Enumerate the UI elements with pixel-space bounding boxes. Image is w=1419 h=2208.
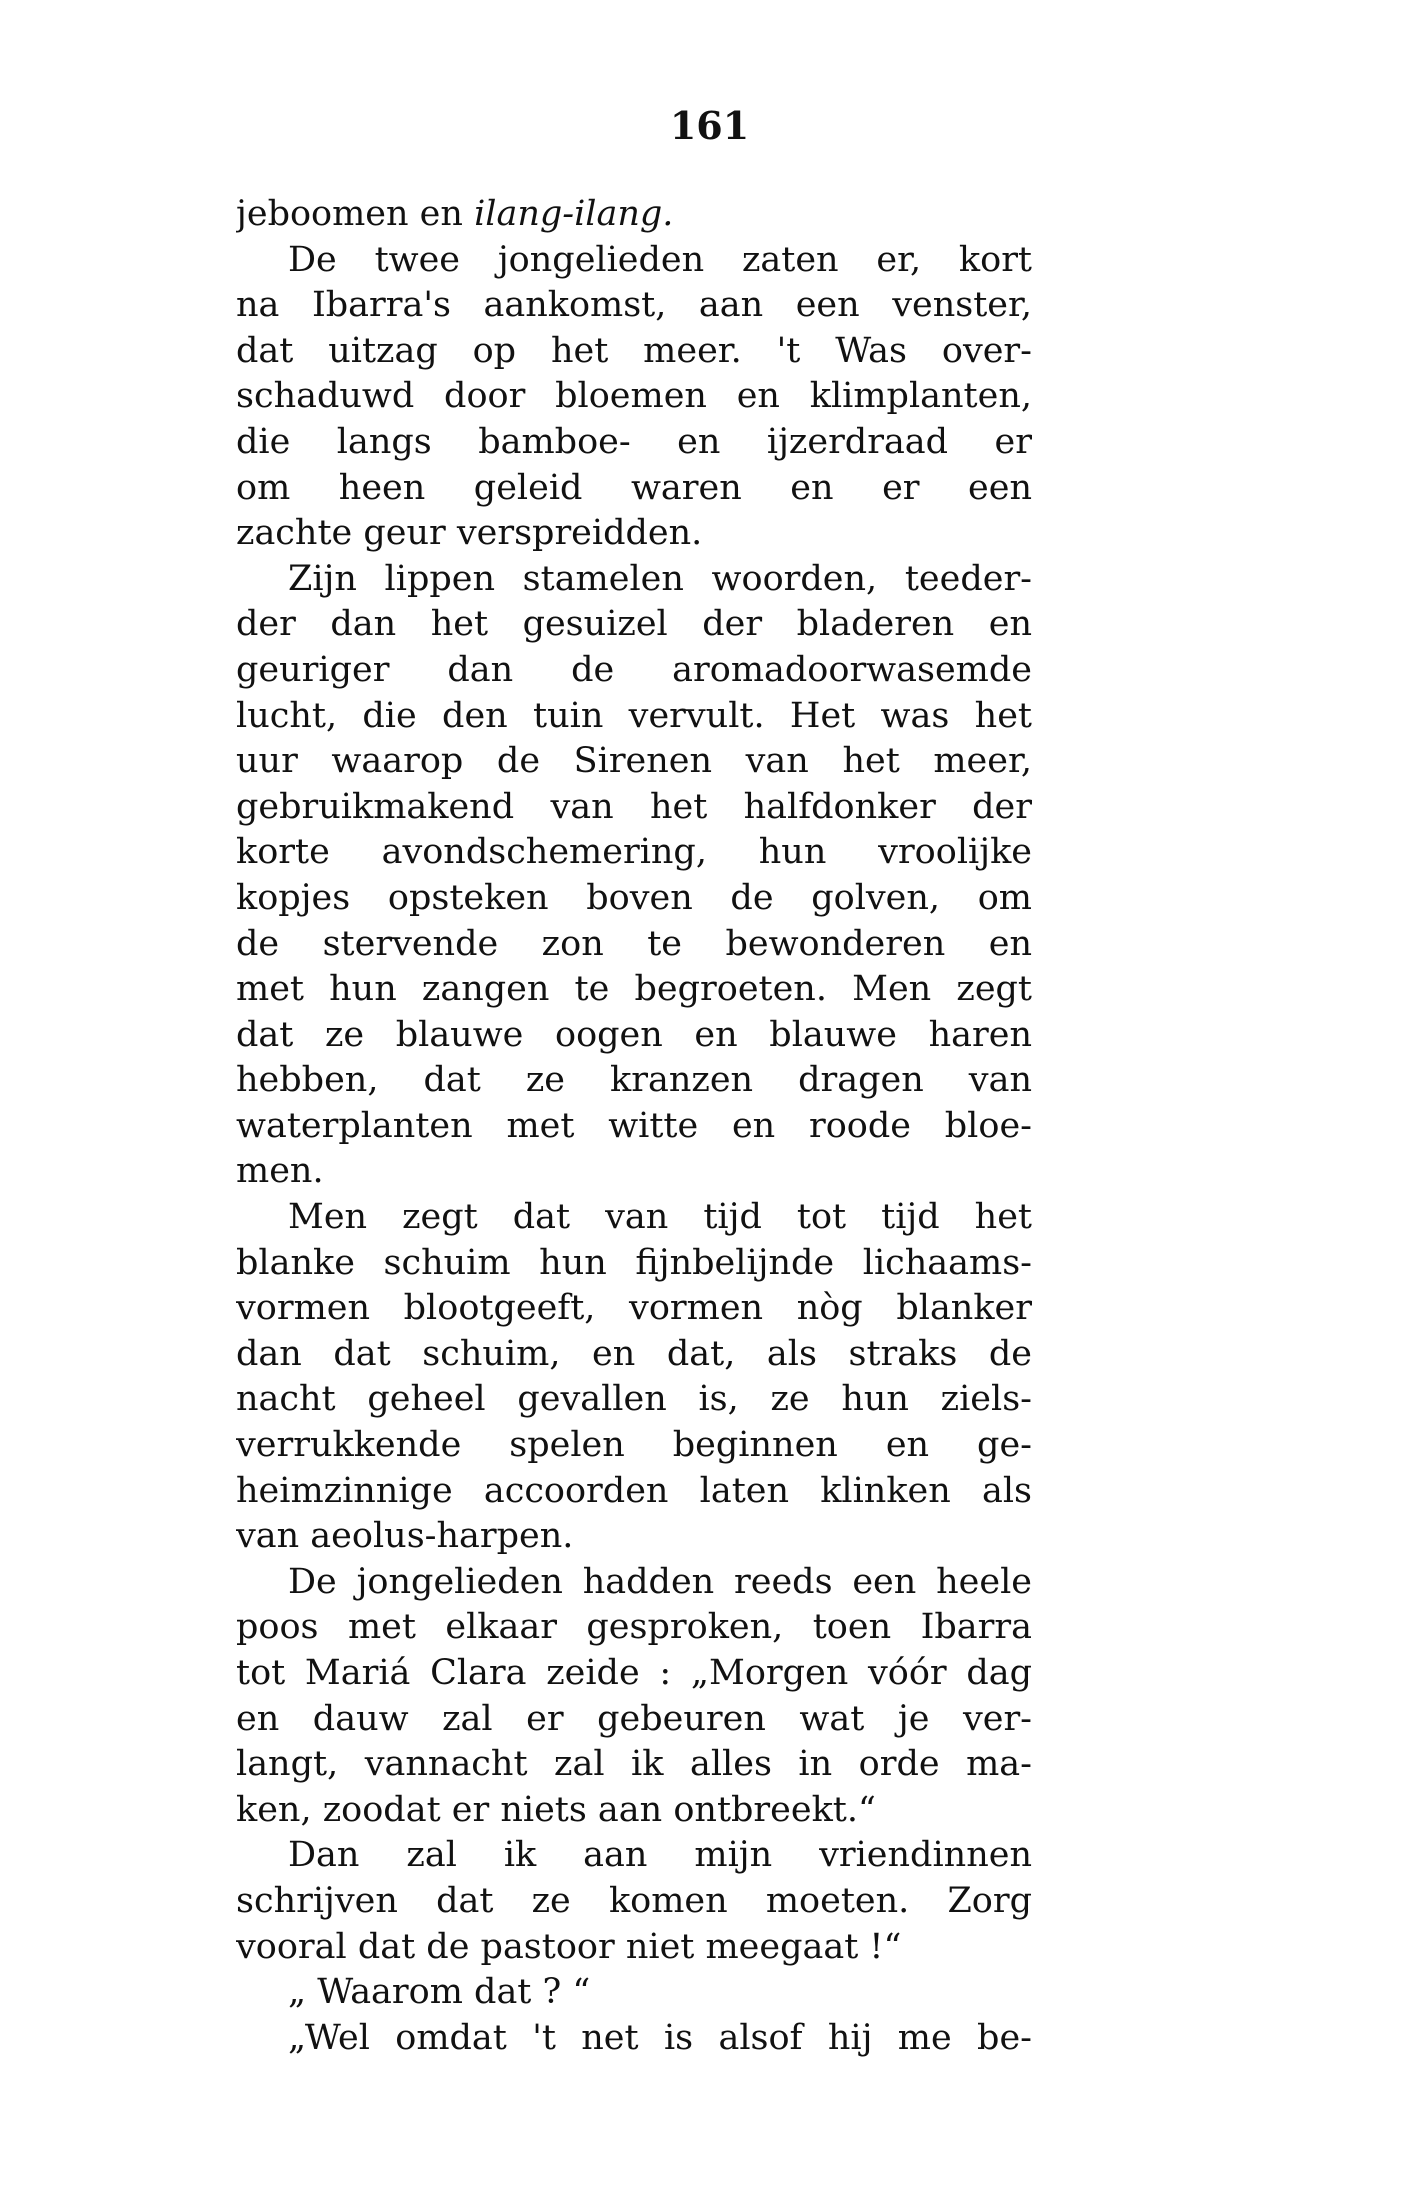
text-line: waterplanten met witte en roode bloe- xyxy=(236,1105,1032,1146)
text-line: De twee jongelieden zaten er, kort xyxy=(288,239,1032,280)
text-line: en dauw zal er gebeuren wat je ver- xyxy=(236,1698,1032,1739)
text-line: hebben, dat ze kranzen dragen van xyxy=(236,1060,1032,1101)
text-line: dat ze blauwe oogen en blauwe haren xyxy=(236,1014,1032,1055)
text-line: die langs bamboe- en ijzerdraad er xyxy=(236,421,1032,462)
text-line: de stervende zon te bewonderen en xyxy=(236,923,1032,964)
text-line: dan dat schuim, en dat, als straks de xyxy=(236,1333,1032,1374)
text-line: verrukkende spelen beginnen en ge- xyxy=(236,1425,1032,1466)
text-line: poos met elkaar gesproken, toen Ibarra xyxy=(236,1607,1032,1648)
text-line: geuriger dan de aromadoorwasemde xyxy=(236,649,1032,690)
text-line: men. xyxy=(236,1151,324,1192)
text-line: heimzinnige accoorden laten klinken als xyxy=(236,1470,1032,1511)
text-line: Zijn lippen stamelen woorden, teeder- xyxy=(288,558,1032,599)
text-line: dat uitzag op het meer. 't Was over- xyxy=(236,330,1032,371)
text-span: jeboomen en xyxy=(236,194,475,234)
page-number: 161 xyxy=(669,103,750,148)
text-line: „Wel omdat 't net is alsof hij me be- xyxy=(288,2017,1032,2058)
text-line: na Ibarra's aankomst, aan een venster, xyxy=(236,285,1032,326)
text-line: van aeolus-harpen. xyxy=(236,1516,574,1557)
text-line: Dan zal ik aan mijn vriendinnen xyxy=(288,1835,1032,1876)
italic-phrase: ilang-ilang. xyxy=(474,194,674,234)
text-line: blanke schuim hun fijnbelijnde lichaams- xyxy=(236,1242,1032,1283)
text-line: lucht, die den tuin vervult. Het was het xyxy=(236,695,1032,736)
text-line: Men zegt dat van tijd tot tijd het xyxy=(288,1197,1032,1238)
text-line: zachte geur verspreidden. xyxy=(236,513,703,554)
text-line: kopjes opsteken boven de golven, om xyxy=(236,877,1032,918)
text-line: der dan het gesuizel der bladeren en xyxy=(236,604,1032,645)
text-line: korte avondschemering, hun vroolijke xyxy=(236,832,1032,873)
text-line: vooral dat de pastoor niet meegaat !“ xyxy=(236,1926,902,1967)
text-line: langt, vannacht zal ik alles in orde ma- xyxy=(236,1744,1032,1785)
text-line: vormen blootgeeft, vormen nòg blanker xyxy=(236,1288,1032,1329)
body-text xyxy=(236,192,1032,2061)
text-line: uur waarop de Sirenen van het meer, xyxy=(236,741,1032,782)
text-line: De jongelieden hadden reeds een heele xyxy=(288,1561,1032,1602)
text-line: schrijven dat ze komen moeten. Zorg xyxy=(236,1880,1032,1921)
text-line: ken, zoodat er niets aan ontbreekt.“ xyxy=(236,1789,876,1830)
text-line: nacht geheel gevallen is, ze hun ziels- xyxy=(236,1379,1032,1420)
text-line: „ Waarom dat ? “ xyxy=(288,1972,591,2013)
text-line: gebruikmakend van het halfdonker der xyxy=(236,786,1032,827)
text-line: met hun zangen te begroeten. Men zegt xyxy=(236,969,1032,1010)
text-line: tot Mariá Clara zeide : „Morgen vóór dag xyxy=(236,1653,1032,1693)
text-line: om heen geleid waren en er een xyxy=(236,467,1032,508)
text-line: schaduwd door bloemen en klimplanten, xyxy=(236,376,1032,417)
text-line xyxy=(236,192,1032,238)
